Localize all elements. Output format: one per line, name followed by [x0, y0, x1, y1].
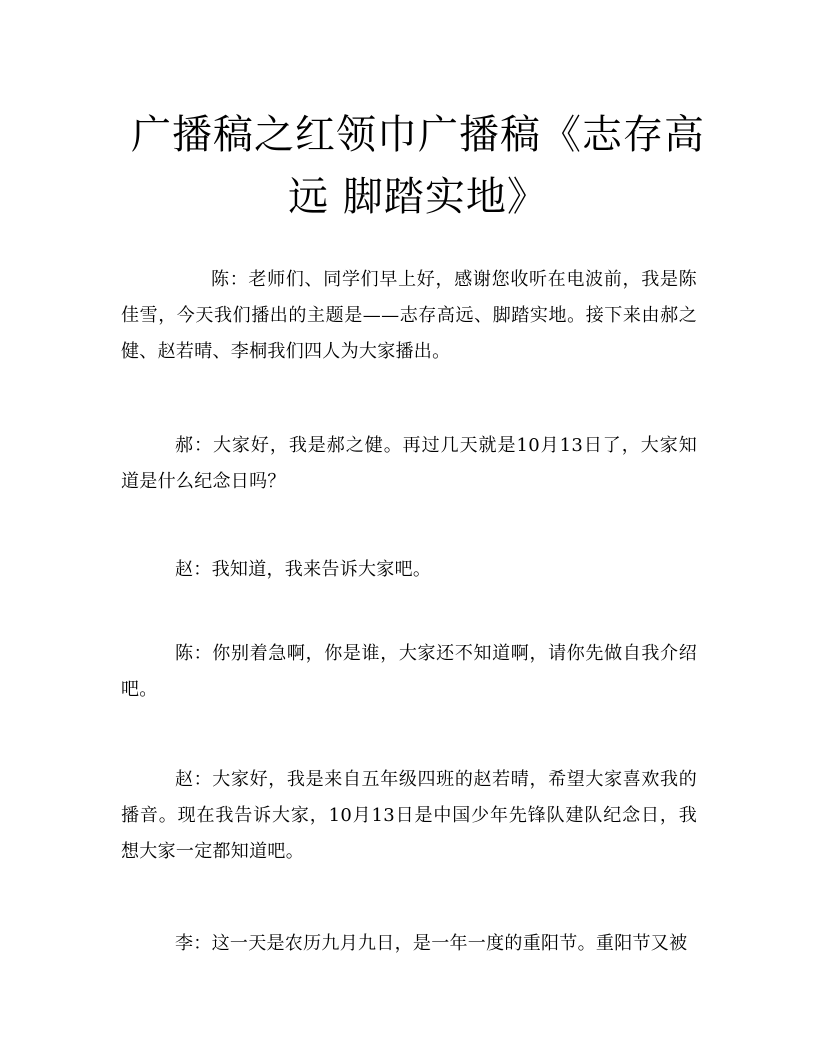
paragraph-zhao-introduction: 赵：大家好，我是来自五年级四班的赵若晴，希望大家喜欢我的播音。现在我告诉大家，10月13日是中国少年先锋队建队纪念日，我想大家一定都知道吧。 [121, 769, 697, 862]
paragraph-chen-opening: 陈：老师们、同学们早上好，感谢您收听在电波前，我是陈佳雪，今天我们播出的主题是——志存高远、脚踏实地。接下来由郝之健、赵若晴、李桐我们四人为大家播出。 [121, 269, 697, 362]
paragraph-hao-question: 郝：大家好，我是郝之健。再过几天就是10月13日了，大家知道是什么纪念日吗？ [121, 435, 697, 492]
paragraph-zhao-answer: 赵：我知道，我来告诉大家吧。 [175, 559, 432, 580]
paragraph-li-festival: 李：这一天是农历九月九日，是一年一度的重阳节。重阳节又被 [175, 933, 688, 954]
paragraph-chen-request: 陈：你别着急啊，你是谁，大家还不知道啊，请你先做自我介绍吧。 [121, 643, 697, 700]
document-title: 广播稿之红领巾广播稿《志存高远 脚踏实地》 [131, 112, 705, 220]
